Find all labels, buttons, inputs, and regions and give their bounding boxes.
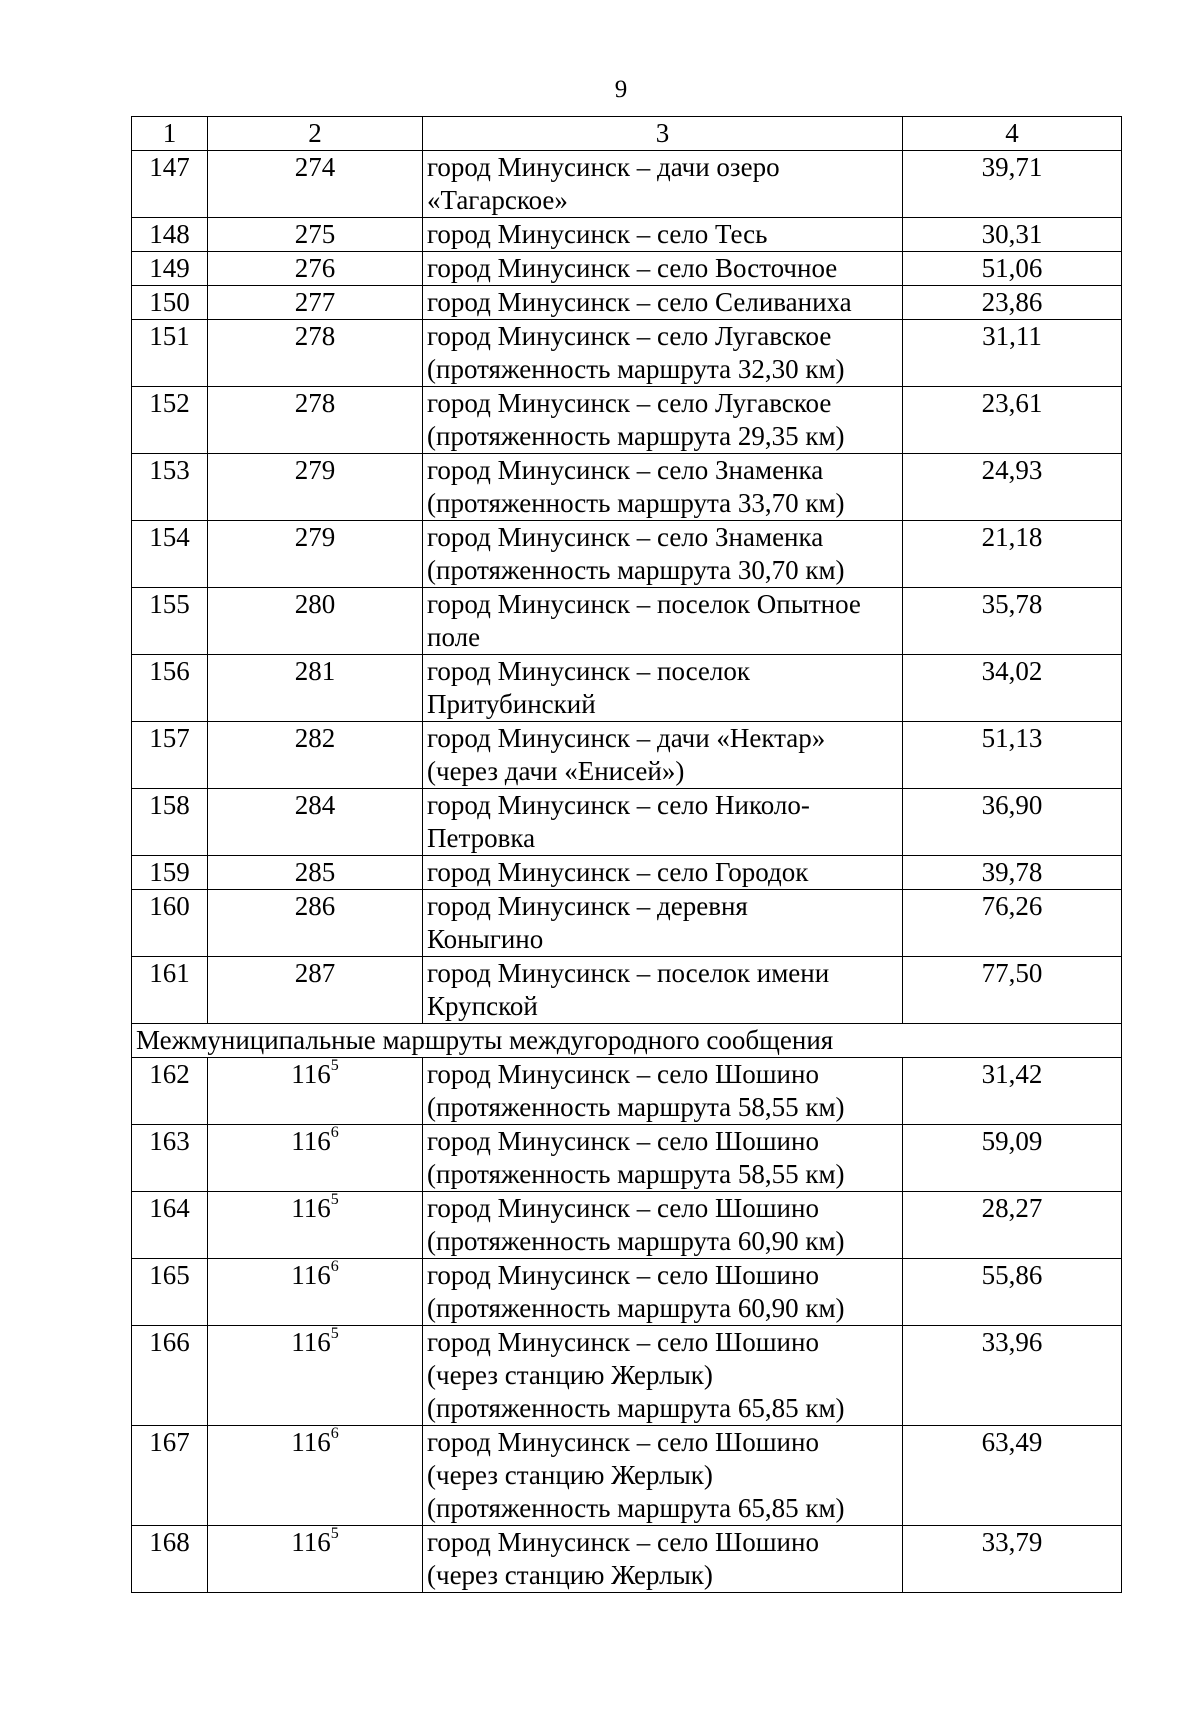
- row-number: 147: [132, 151, 208, 218]
- route-value: 36,90: [903, 789, 1122, 856]
- route-description: [423, 1058, 903, 1125]
- table-row: [132, 588, 1122, 655]
- route-code: [208, 252, 423, 286]
- route-description-line: город Минусинск – село Шошино: [427, 1527, 819, 1557]
- table-row: [132, 521, 1122, 588]
- route-description-line: Коныгино: [427, 924, 544, 954]
- route-value: 39,78: [903, 856, 1122, 890]
- row-number: 159: [132, 856, 208, 890]
- row-number: 150: [132, 286, 208, 320]
- route-code-value: 286: [294, 891, 336, 921]
- row-number: 154: [132, 521, 208, 588]
- route-value: 34,02: [903, 655, 1122, 722]
- table-row: [132, 1526, 1122, 1593]
- route-value: 39,71: [903, 151, 1122, 218]
- route-code-value: 116: [291, 1126, 331, 1156]
- route-description: [423, 521, 903, 588]
- table-row: [132, 722, 1122, 789]
- route-description: [423, 454, 903, 521]
- route-code-superscript: 5: [330, 1057, 339, 1074]
- route-value: 51,06: [903, 252, 1122, 286]
- row-number: 168: [132, 1526, 208, 1593]
- table-row: [132, 218, 1122, 252]
- route-description-line: (протяженность маршрута 58,55 км): [427, 1092, 845, 1122]
- table-row: [132, 890, 1122, 957]
- route-code: [208, 320, 423, 387]
- page-number: 9: [614, 76, 628, 103]
- route-value: 76,26: [903, 890, 1122, 957]
- route-description: [423, 890, 903, 957]
- route-code: [208, 1259, 423, 1326]
- row-number: 163: [132, 1125, 208, 1192]
- section-row: [132, 1024, 1122, 1058]
- route-code-value: 280: [294, 589, 336, 619]
- route-value: 23,86: [903, 286, 1122, 320]
- route-description-line: город Минусинск – дачи озеро: [427, 152, 780, 182]
- route-code: [208, 454, 423, 521]
- route-code: [208, 856, 423, 890]
- row-number: 160: [132, 890, 208, 957]
- route-code: [208, 1125, 423, 1192]
- route-code-value: 116: [291, 1427, 331, 1457]
- route-description-line: (протяженность маршрута 65,85 км): [427, 1393, 845, 1423]
- route-description-line: Петровка: [427, 823, 536, 853]
- route-value: 21,18: [903, 521, 1122, 588]
- route-code-value: 116: [291, 1193, 331, 1223]
- route-description-line: город Минусинск – село Шошино: [427, 1193, 819, 1223]
- route-code-value: 282: [294, 723, 336, 753]
- route-code: [208, 521, 423, 588]
- route-description-line: (через станцию Жерлык): [427, 1360, 713, 1390]
- route-value: 31,11: [903, 320, 1122, 387]
- route-description: [423, 1426, 903, 1526]
- table-row: [132, 1192, 1122, 1259]
- route-description: [423, 722, 903, 789]
- route-description: [423, 1259, 903, 1326]
- route-description-line: город Минусинск – деревня: [427, 891, 748, 921]
- route-value: 35,78: [903, 588, 1122, 655]
- header-cell-4: 4: [903, 117, 1122, 151]
- route-value: 59,09: [903, 1125, 1122, 1192]
- route-code-value: 278: [294, 321, 336, 351]
- row-number: 151: [132, 320, 208, 387]
- route-code: [208, 151, 423, 218]
- route-description-line: (протяженность маршрута 60,90 км): [427, 1293, 845, 1323]
- route-description: [423, 588, 903, 655]
- route-code-value: 279: [294, 522, 336, 552]
- route-description-line: город Минусинск – село Знаменка: [427, 522, 824, 552]
- route-description: [423, 1125, 903, 1192]
- table-row: [132, 856, 1122, 890]
- route-code: [208, 722, 423, 789]
- table-row: [132, 454, 1122, 521]
- route-code-value: 278: [294, 388, 336, 418]
- row-number: 164: [132, 1192, 208, 1259]
- route-code: [208, 890, 423, 957]
- row-number: 148: [132, 218, 208, 252]
- route-description: [423, 1192, 903, 1259]
- route-description-line: город Минусинск – село Тесь: [427, 219, 768, 249]
- route-description-line: (протяженность маршрута 29,35 км): [427, 421, 845, 451]
- route-code-value: 287: [294, 958, 336, 988]
- route-description-line: (протяженность маршрута 58,55 км): [427, 1159, 845, 1189]
- route-description-line: «Тагарское»: [427, 185, 568, 215]
- route-code-value: 275: [294, 219, 336, 249]
- row-number: 161: [132, 957, 208, 1024]
- route-code: [208, 387, 423, 454]
- route-description: [423, 286, 903, 320]
- route-description: [423, 856, 903, 890]
- route-description: [423, 252, 903, 286]
- row-number: 155: [132, 588, 208, 655]
- route-code-superscript: 5: [330, 1325, 339, 1342]
- route-description: [423, 789, 903, 856]
- route-description: [423, 151, 903, 218]
- route-description-line: (протяженность маршрута 32,30 км): [427, 354, 845, 384]
- route-description: [423, 655, 903, 722]
- route-code: [208, 1192, 423, 1259]
- row-number: 152: [132, 387, 208, 454]
- route-description-line: город Минусинск – село Шошино: [427, 1327, 819, 1357]
- route-code-value: 284: [294, 790, 336, 820]
- route-description-line: (протяженность маршрута 60,90 км): [427, 1226, 845, 1256]
- route-code-value: 116: [291, 1260, 331, 1290]
- route-description-line: город Минусинск – село Восточное: [427, 253, 838, 283]
- route-description-line: Крупской: [427, 991, 538, 1021]
- route-description: [423, 1526, 903, 1593]
- row-number: 162: [132, 1058, 208, 1125]
- table-row: [132, 1259, 1122, 1326]
- table-row: [132, 320, 1122, 387]
- route-code-superscript: 6: [330, 1124, 339, 1141]
- route-description: [423, 957, 903, 1024]
- route-value: 30,31: [903, 218, 1122, 252]
- route-code-value: 116: [291, 1059, 331, 1089]
- route-code-value: 116: [291, 1527, 331, 1557]
- route-description: [423, 320, 903, 387]
- route-value: 51,13: [903, 722, 1122, 789]
- route-code: [208, 957, 423, 1024]
- route-code: [208, 218, 423, 252]
- table-row: [132, 957, 1122, 1024]
- route-description-line: (протяженность маршрута 33,70 км): [427, 488, 845, 518]
- row-number: 166: [132, 1326, 208, 1426]
- route-description-line: город Минусинск – село Николо-: [427, 790, 810, 820]
- route-description-line: город Минусинск – село Шошино: [427, 1126, 819, 1156]
- route-value: 33,79: [903, 1526, 1122, 1593]
- table-row: [132, 1326, 1122, 1426]
- route-code: [208, 1526, 423, 1593]
- header-row: [132, 117, 1122, 151]
- route-description-line: город Минусинск – село Лугавское: [427, 321, 832, 351]
- route-code: [208, 1058, 423, 1125]
- table-row: [132, 1125, 1122, 1192]
- route-description-line: город Минусинск – село Шошино: [427, 1427, 819, 1457]
- row-number: 153: [132, 454, 208, 521]
- route-code: [208, 1426, 423, 1526]
- route-code: [208, 588, 423, 655]
- route-code-value: 281: [294, 656, 336, 686]
- route-value: 63,49: [903, 1426, 1122, 1526]
- row-number: 158: [132, 789, 208, 856]
- route-description-line: Притубинский: [427, 689, 596, 719]
- header-cell-2: 2: [208, 117, 423, 151]
- route-description-line: город Минусинск – село Лугавское: [427, 388, 832, 418]
- table-row: [132, 252, 1122, 286]
- header-cell-3: 3: [423, 117, 903, 151]
- route-description-line: город Минусинск – село Шошино: [427, 1260, 819, 1290]
- route-description: [423, 387, 903, 454]
- route-code-value: 285: [294, 857, 336, 887]
- row-number: 156: [132, 655, 208, 722]
- route-description-line: поле: [427, 622, 481, 652]
- table-row: [132, 286, 1122, 320]
- table-row: [132, 151, 1122, 218]
- route-description-line: город Минусинск – поселок Опытное: [427, 589, 861, 619]
- route-code-value: 274: [294, 152, 336, 182]
- route-description: [423, 1326, 903, 1426]
- row-number: 167: [132, 1426, 208, 1526]
- route-description: [423, 218, 903, 252]
- route-code-superscript: 6: [330, 1425, 339, 1442]
- row-number: 149: [132, 252, 208, 286]
- route-code-value: 276: [294, 253, 336, 283]
- route-code-superscript: 5: [330, 1191, 339, 1208]
- row-number: 157: [132, 722, 208, 789]
- routes-table: [131, 116, 1122, 1593]
- route-description-line: город Минусинск – поселок: [427, 656, 751, 686]
- route-value: 77,50: [903, 957, 1122, 1024]
- route-description-line: город Минусинск – село Селиваниха: [427, 287, 852, 317]
- route-description-line: город Минусинск – село Городок: [427, 857, 809, 887]
- route-value: 33,96: [903, 1326, 1122, 1426]
- route-description-line: город Минусинск – село Шошино: [427, 1059, 819, 1089]
- route-description-line: город Минусинск – дачи «Нектар»: [427, 723, 826, 753]
- route-value: 23,61: [903, 387, 1122, 454]
- route-description-line: город Минусинск – село Знаменка: [427, 455, 824, 485]
- route-code-value: 277: [294, 287, 336, 317]
- route-code: [208, 286, 423, 320]
- route-description-line: (протяженность маршрута 30,70 км): [427, 555, 845, 585]
- route-value: 31,42: [903, 1058, 1122, 1125]
- section-title: Межмуниципальные маршруты междугородного сообщения: [132, 1024, 1122, 1058]
- route-description-line: (через дачи «Енисей»): [427, 756, 685, 786]
- route-description-line: (через станцию Жерлык): [427, 1560, 713, 1590]
- row-number: 165: [132, 1259, 208, 1326]
- route-description-line: город Минусинск – поселок имени: [427, 958, 830, 988]
- route-description-line: (протяженность маршрута 65,85 км): [427, 1493, 845, 1523]
- route-description-line: (через станцию Жерлык): [427, 1460, 713, 1490]
- route-value: 28,27: [903, 1192, 1122, 1259]
- table-row: [132, 1426, 1122, 1526]
- route-code-superscript: 6: [330, 1258, 339, 1275]
- route-code: [208, 655, 423, 722]
- table-row: [132, 655, 1122, 722]
- table-row: [132, 1058, 1122, 1125]
- route-code: [208, 789, 423, 856]
- route-value: 55,86: [903, 1259, 1122, 1326]
- route-code: [208, 1326, 423, 1426]
- route-code-value: 279: [294, 455, 336, 485]
- route-value: 24,93: [903, 454, 1122, 521]
- route-code-superscript: 5: [330, 1525, 339, 1542]
- route-code-value: 116: [291, 1327, 331, 1357]
- table-row: [132, 789, 1122, 856]
- header-cell-1: 1: [132, 117, 208, 151]
- table-row: [132, 387, 1122, 454]
